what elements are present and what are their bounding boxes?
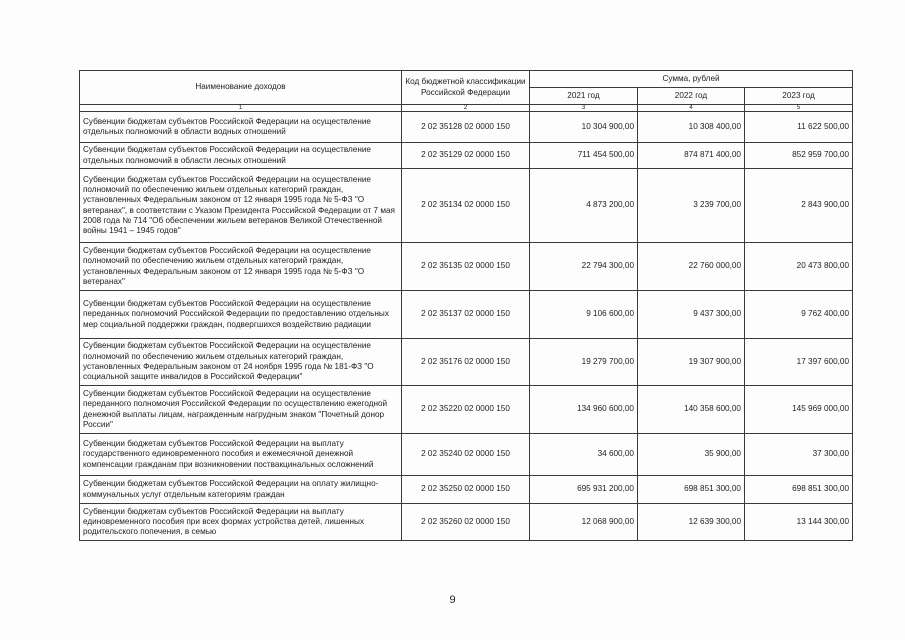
revenue-name: Субвенции бюджетам субъектов Российской Федерации на выплату государственного единовременного пособия и ежемесячной денежной компенсации гражданам при возникновении поствакцинальных осложнений (80, 434, 402, 476)
amount-2021: 22 794 300,00 (530, 243, 638, 291)
column-number: 2 (402, 105, 530, 112)
amount-2023: 13 144 300,00 (745, 504, 853, 541)
table-row (80, 243, 853, 291)
header-code: Код бюджетной классификации Российской Федерации (402, 71, 530, 105)
amount-2021: 10 304 900,00 (530, 112, 638, 143)
table-row (80, 504, 853, 541)
amount-2022: 19 307 900,00 (638, 339, 745, 386)
revenue-name: Субвенции бюджетам субъектов Российской Федерации на осуществление отдельных полномочий в области водных отношений (80, 112, 402, 143)
budget-code: 2 02 35137 02 0000 150 (402, 291, 530, 339)
table-row (80, 143, 853, 169)
amount-2023: 9 762 400,00 (745, 291, 853, 339)
amount-2022: 10 308 400,00 (638, 112, 745, 143)
table-row (80, 434, 853, 476)
table-body (80, 112, 853, 541)
column-number: 4 (638, 105, 745, 112)
budget-code: 2 02 35129 02 0000 150 (402, 143, 530, 169)
revenue-name: Субвенции бюджетам субъектов Российской Федерации на выплату единовременного пособия при всех формах устройства детей, лишенных родительского попечения, в семью (80, 504, 402, 541)
amount-2021: 12 068 900,00 (530, 504, 638, 541)
budget-code: 2 02 35220 02 0000 150 (402, 386, 530, 434)
header-sum: Сумма, рублей (530, 71, 853, 88)
revenue-name: Субвенции бюджетам субъектов Российской Федерации на оплату жилищно-коммунальных услуг отдельным категориям граждан (80, 476, 402, 504)
amount-2021: 695 931 200,00 (530, 476, 638, 504)
revenue-name: Субвенции бюджетам субъектов Российской Федерации на осуществление полномочий по обеспечению жильем отдельных категорий граждан, установленных Федеральным законом от 24 ноября 1995 года № 181-ФЗ "О социальной защите инвалидов в Российской Федерации" (80, 339, 402, 386)
header-year-2022: 2022 год (638, 88, 745, 105)
column-number: 3 (530, 105, 638, 112)
amount-2023: 2 843 900,00 (745, 169, 853, 243)
budget-code: 2 02 35240 02 0000 150 (402, 434, 530, 476)
budget-code: 2 02 35134 02 0000 150 (402, 169, 530, 243)
budget-code: 2 02 35135 02 0000 150 (402, 243, 530, 291)
revenue-name: Субвенции бюджетам субъектов Российской Федерации на осуществление переданного полномочия Российской Федерации по осуществлению ежегодной денежной выплаты лицам, награжденным нагрудным знаком "Почетный донор России" (80, 386, 402, 434)
table-row (80, 112, 853, 143)
revenue-name: Субвенции бюджетам субъектов Российской Федерации на осуществление полномочий по обеспечению жильем отдельных категорий граждан, установленных Федеральным законом от 12 января 1995 года № 5-ФЗ "О ветеранах" (80, 243, 402, 291)
page-number: 9 (449, 594, 456, 606)
amount-2022: 140 358 600,00 (638, 386, 745, 434)
amount-2021: 9 106 600,00 (530, 291, 638, 339)
amount-2023: 852 959 700,00 (745, 143, 853, 169)
amount-2022: 3 239 700,00 (638, 169, 745, 243)
header-year-2021: 2021 год (530, 88, 638, 105)
column-number: 1 (80, 105, 402, 112)
table-row (80, 169, 853, 243)
table-row (80, 291, 853, 339)
amount-2022: 12 639 300,00 (638, 504, 745, 541)
amount-2021: 19 279 700,00 (530, 339, 638, 386)
table-row (80, 476, 853, 504)
amount-2022: 22 760 000,00 (638, 243, 745, 291)
amount-2021: 4 873 200,00 (530, 169, 638, 243)
amount-2021: 711 454 500,00 (530, 143, 638, 169)
budget-code: 2 02 35260 02 0000 150 (402, 504, 530, 541)
revenue-table (79, 70, 853, 541)
amount-2022: 698 851 300,00 (638, 476, 745, 504)
amount-2023: 698 851 300,00 (745, 476, 853, 504)
revenue-name: Субвенции бюджетам субъектов Российской Федерации на осуществление переданных полномочий Российской Федерации по предоставлению отдельных мер социальной поддержки граждан, подвергшихся воздействию радиации (80, 291, 402, 339)
amount-2021: 34 600,00 (530, 434, 638, 476)
table-row (80, 339, 853, 386)
revenue-name: Субвенции бюджетам субъектов Российской Федерации на осуществление полномочий по обеспечению жильем отдельных категорий граждан, установленных Федеральным законом от 12 января 1995 года № 5-ФЗ "О ветеранах", в соответствии с Указом Президента Российской Федерации от 7 мая 2008 года № 714 "Об обеспечении жильем ветеранов Великой Отечественной войны 1941 – 1945 годов" (80, 169, 402, 243)
amount-2022: 874 871 400,00 (638, 143, 745, 169)
header-name: Наименование доходов (80, 71, 402, 105)
header-year-2023: 2023 год (745, 88, 853, 105)
amount-2022: 35 900,00 (638, 434, 745, 476)
budget-code: 2 02 35176 02 0000 150 (402, 339, 530, 386)
amount-2022: 9 437 300,00 (638, 291, 745, 339)
budget-code: 2 02 35128 02 0000 150 (402, 112, 530, 143)
amount-2023: 17 397 600,00 (745, 339, 853, 386)
revenue-name: Субвенции бюджетам субъектов Российской Федерации на осуществление отдельных полномочий в области лесных отношений (80, 143, 402, 169)
amount-2023: 20 473 800,00 (745, 243, 853, 291)
amount-2023: 145 969 000,00 (745, 386, 853, 434)
amount-2023: 37 300,00 (745, 434, 853, 476)
amount-2021: 134 960 600,00 (530, 386, 638, 434)
amount-2023: 11 622 500,00 (745, 112, 853, 143)
budget-code: 2 02 35250 02 0000 150 (402, 476, 530, 504)
column-number: 5 (745, 105, 853, 112)
table-row (80, 386, 853, 434)
